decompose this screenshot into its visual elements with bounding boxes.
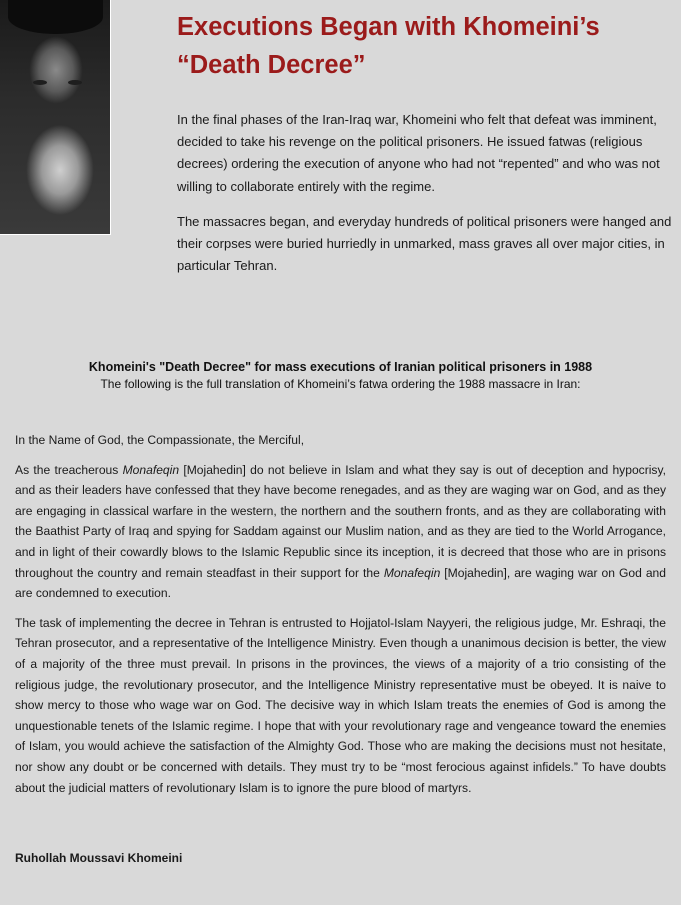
decree-paragraph-2: The task of implementing the decree in Tehran is entrusted to Hojjatol-Islam Nayyeri, the religious judge, Mr. Eshraqi, the Tehran prosecutor, and a representative of the Intelligence Ministry. Even though a unanimous decision is better, the view of a majority of the three must prevail. In prisons in the provinces, the views of a majority of a trio consisting of the religious judge, the revolutionary prosecutor, and the Intelligence Ministry representative must be obeyed. It is naive to show mercy to those who wage war on God. The decisive way in which Islam treats the enemies of God is among the unquestionable tenets of the Islamic regime. I hope that with your revolutionary rage and vengeance toward the enemies of Islam, you would achieve the satisfaction of the Almighty God. Those who are making the decisions must not hesitate, nor show any doubt or be concerned with details. They must try to be “most ferocious against infidels.” To have doubts about the judicial matters of revolutionary Islam is to ignore the pure blood of martyrs. [15, 615, 666, 795]
intro-paragraph-1: In the final phases of the Iran-Iraq war, Khomeini who felt that defeat was imminent, decided to take his revenge on the political prisoners. He issued fatwas (religious decrees) ordering the execution of anyone who had not “repented” and who was not willing to collaborate entirely with the regime. [177, 112, 660, 194]
decree-p1-term-1: Monafeqin [122, 462, 180, 477]
decree-opening: In the Name of God, the Compassionate, the Merciful, [15, 433, 305, 447]
decree-subheading: The following is the full translation of Khomeini’s fatwa ordering the 1988 massacre in Iran: [100, 377, 581, 391]
decree-paragraph-1 [15, 460, 666, 604]
portrait-eye-left [33, 80, 47, 85]
decree-p1-part-b: [Mojahedin] do not believe in Islam and what they say is out of deception and hypocrisy, and as their leaders have confessed that they have become renegades, and as they are waging war on God, and as they are engaging in classical warfare in the western, the northern and the southern fronts, and as they are collaborating with the Baathist Party of Iraq and spying for Saddam against our Muslim nation, and as they are tied to the World Arrogance, and in light of their cowardly blows to the Islamic Republic since its inception, it is decreed that those who are in prisons throughout the country and remain steadfast in their support for the [15, 462, 666, 580]
decree-heading: Khomeini's "Death Decree" for mass executions of Iranian political prisoners in 1988 [88, 360, 593, 374]
intro-paragraph-2: The massacres began, and everyday hundreds of political prisoners were hanged and their corpses were buried hurriedly in unmarked, mass graves all over major cities, in particular Tehran. [177, 213, 672, 274]
decree-p1-part-a: As the treacherous [15, 462, 123, 477]
decree-signature: Ruhollah Moussavi Khomeini [15, 851, 183, 865]
page-title: Executions Began with Khomeini’s “Death Decree” [177, 13, 600, 79]
decree-body [15, 430, 666, 807]
intro-section [177, 109, 673, 290]
decree-header [0, 358, 681, 392]
portrait-turban [8, 0, 103, 34]
decree-p1-term-2: Monafeqin [383, 565, 441, 580]
portrait-eye-right [68, 80, 82, 85]
portrait-photo [0, 0, 111, 235]
decree-p1-part-c: [Mojahedin], are waging war on God and are condemned to execution. [15, 565, 667, 601]
